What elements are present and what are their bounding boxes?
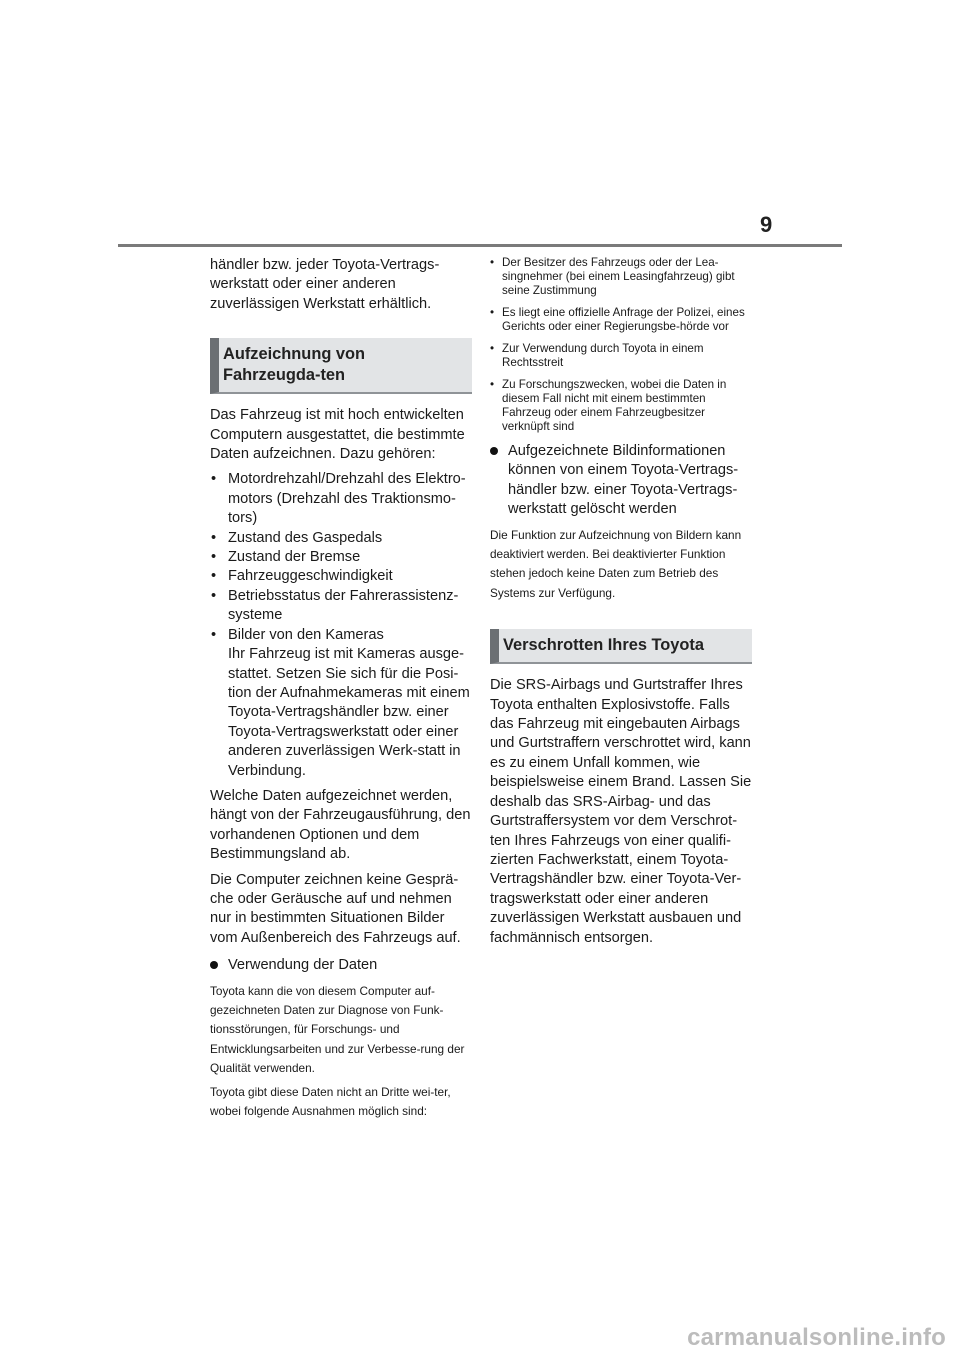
section-heading-data-recording: Aufzeichnung von Fahrzeugda-ten	[210, 338, 472, 394]
list-item: • Der Besitzer des Fahrzeugs oder der Lea-singnehmer (bei einem Leasingfahrzeug) gibt seine Zustimmung	[490, 256, 752, 298]
list-item: • Zustand der Bremse	[210, 548, 472, 567]
list-item: • Zu Forschungszwecken, wobei die Daten in diesem Fall nicht mit einem bestimmten Fahrzeug oder einem Fahrzeugbesitzer verknüpft sind	[490, 378, 752, 434]
list-item-label: Bilder von den Kameras	[228, 626, 384, 643]
section-heading-scrapping: Verschrotten Ihres Toyota	[490, 629, 752, 664]
data-usage-note: Toyota kann die von diesem Computer auf-gezeichneten Daten zur Diagnose von Funk-tionsstörungen, für Forschungs- und Entwicklungsarbeiten und zur Verbesse-rung der Qualität verwenden.	[210, 983, 465, 1076]
bullet-dot-icon	[210, 961, 218, 969]
recorded-data-list	[210, 470, 472, 781]
intro-paragraph: händler bzw. jeder Toyota-Vertrags-werkstatt oder einer anderen zuverlässigen Werkstatt erhältlich.	[210, 257, 440, 312]
exceptions-list	[490, 256, 752, 434]
data-usage-heading-text: Verwendung der Daten	[228, 957, 378, 974]
no-audio-paragraph: Die Computer zeichnen keine Gesprä-che oder Geräusche auf und nehmen nur in bestimmten Situationen Bilder vom Außenbereich des Fahrzeugs auf.	[210, 871, 461, 946]
list-item: • Fahrzeuggeschwindigkeit	[210, 567, 472, 586]
image-info-heading-text: Aufgezeichnete Bildinformationen können von einem Toyota-Vertrags-händler bzw. einer Toyota-Vertrags-werkstatt gelöscht werden	[508, 443, 739, 518]
data-recording-paragraph: Das Fahrzeug ist mit hoch entwickelten Computern ausgestattet, die bestimmte Daten aufzeichnen. Dazu gehören:	[210, 407, 465, 463]
image-info-heading	[490, 442, 752, 520]
page-number: 9	[760, 212, 773, 237]
list-item: • Betriebsstatus der Fahrerassistenz-systeme	[210, 587, 472, 626]
list-item: • Zustand des Gaspedals	[210, 529, 472, 548]
bullet-dot-icon	[490, 447, 498, 455]
right-column	[490, 256, 752, 954]
camera-note: Ihr Fahrzeug ist mit Kameras ausge-stattet. Setzen Sie sich für die Posi-tion der Aufnahmekameras mit einem Toyota-Vertragshändler bzw. einer Toyota-Vertragswerkstatt oder einer anderen zuverlässigen Werk-statt in Verbindung.	[228, 646, 470, 779]
list-item	[210, 626, 472, 781]
list-item: • Es liegt eine offizielle Anfrage der Polizei, eines Gerichts oder einer Regierungsbe-hörde vor	[490, 306, 752, 334]
list-item: • Zur Verwendung durch Toyota in einem Rechtsstreit	[490, 342, 752, 370]
data-variation-paragraph: Welche Daten aufgezeichnet werden, hängt von der Fahrzeugausführung, den vorhandenen Optionen und dem Bestimmungsland ab.	[210, 787, 471, 863]
scrapping-paragraph: Die SRS-Airbags und Gurtstraffer Ihres Toyota enthalten Explosivstoffe. Falls das Fahrzeug mit eingebauten Airbags und Gurtstraffern verschrottet wird, kann es zu einem Unfall kommen, wie beispielsweise einem Brand. Lassen Sie deshalb das SRS-Airbag- und das Gurtstraffersystem vor dem Verschrot-ten Ihres Fahrzeugs von einer qualifi-zierten Fachwerkstatt, einem Toyota-Vertragshändler bzw. einer Toyota-Ver-tragswerkstatt oder einer anderen zuverlässigen Werkstatt ausbauen und fachmännisch entsorgen.	[490, 677, 752, 946]
watermark: carmanualsonline.info	[687, 1324, 946, 1351]
left-column	[210, 256, 472, 1125]
image-recording-note: Die Funktion zur Aufzeichnung von Bildern kann deaktiviert werden. Bei deaktivierter Funktion stehen jedoch keine Daten zum Betrieb des Systems zur Verfügung.	[490, 527, 742, 600]
data-usage-heading	[210, 956, 472, 975]
list-item: • Motordrehzahl/Drehzahl des Elektro-motors (Drehzahl des Traktionsmo-tors)	[210, 470, 472, 528]
header-rule	[118, 244, 842, 247]
third-party-note: Toyota gibt diese Daten nicht an Dritte wei-ter, wobei folgende Ausnahmen möglich sind:	[210, 1084, 451, 1119]
